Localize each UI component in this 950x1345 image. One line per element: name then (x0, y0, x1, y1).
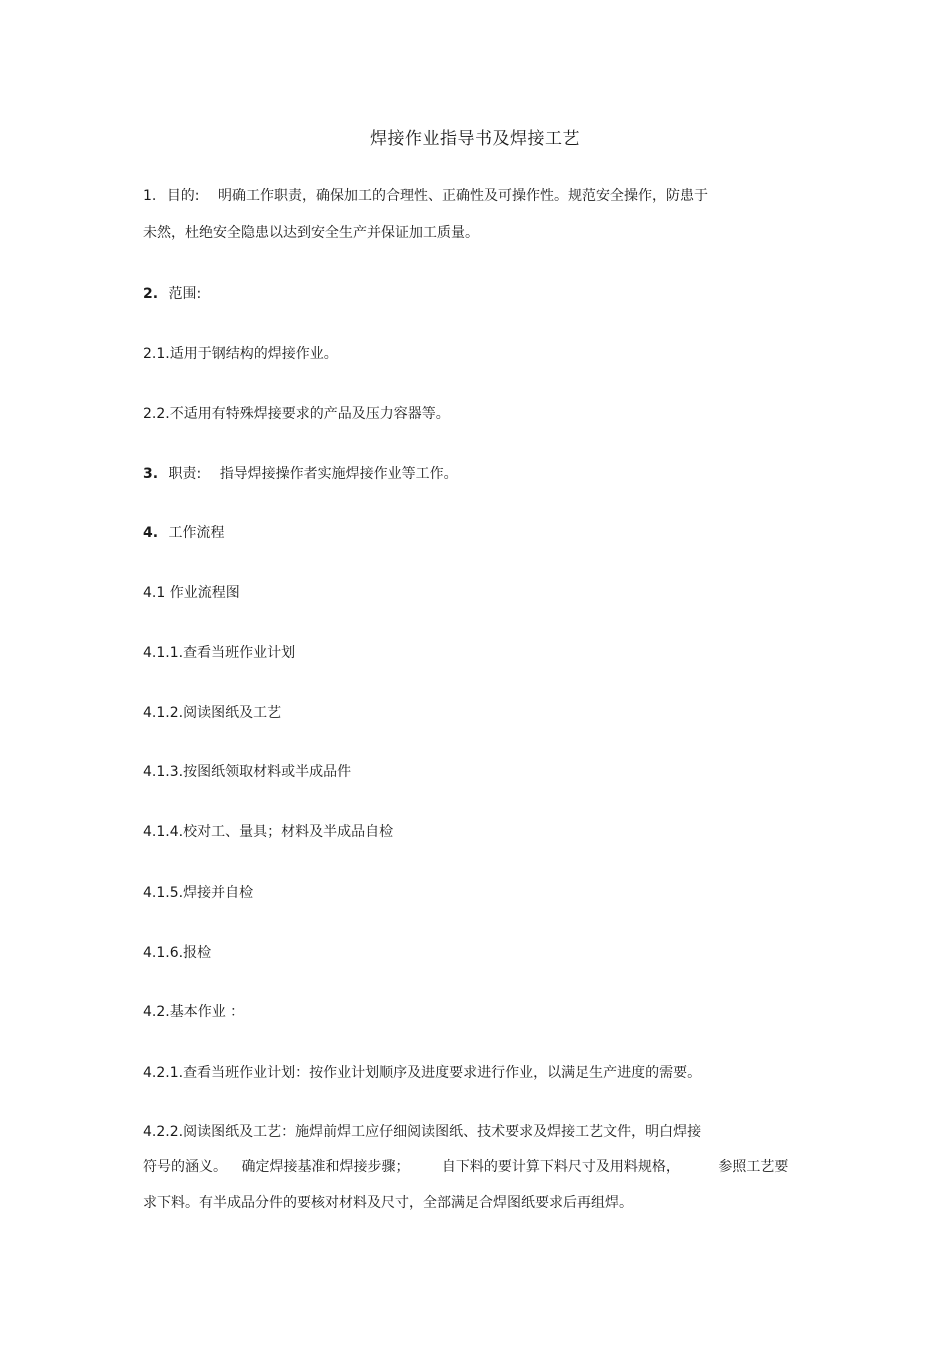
section-4-2-2-part-3: 自下料的要计算下料尺寸及用料规格， (441, 1159, 680, 1175)
section-1-text: 明确工作职责，确保加工的合理性、正确性及可操作性。规范安全操作，防患于 (217, 188, 708, 204)
section-4-1-2: 4.1.2.阅读图纸及工艺 (143, 705, 282, 721)
section-4-2-1: 4.2.1.查看当班作业计划：按作业计划顺序及进度要求进行作业，以满足生产进度的需要。 (143, 1065, 702, 1081)
section-4-heading (143, 523, 225, 543)
section-4-2-2-line-1: 4.2.2.阅读图纸及工艺：施焊前焊工应仔细阅读图纸、技术要求及焊接工艺文件，明白焊接 (143, 1124, 702, 1140)
section-1-number: 1. (143, 188, 157, 204)
section-4-1-1: 4.1.1.查看当班作业计划 (143, 645, 296, 661)
section-4-2-2-part-4: 参照工艺要 (718, 1159, 789, 1175)
section-1-line-1 (143, 186, 708, 206)
section-2-heading (143, 284, 201, 304)
section-3-text: 指导焊接操作者实施焊接作业等工作。 (219, 466, 458, 482)
section-3-label: 职责: (168, 466, 202, 482)
document-title: 焊接作业指导书及焊接工艺 (370, 129, 580, 149)
section-4-number: 4. (143, 525, 159, 541)
section-2-2: 2.2.不适用有特殊焊接要求的产品及压力容器等。 (143, 406, 450, 422)
section-4-1-6: 4.1.6.报检 (143, 945, 212, 961)
section-4-1-4: 4.1.4.校对工、量具；材料及半成品自检 (143, 824, 394, 840)
section-3-number: 3. (143, 466, 159, 482)
section-2-label: 范围: (168, 286, 202, 302)
section-4-2-2-part-2: 确定焊接基准和焊接步骤； (241, 1159, 410, 1175)
section-4-2-2-line-2 (143, 1157, 788, 1177)
section-1-line-2: 未然，杜绝安全隐患以达到安全生产并保证加工质量。 (143, 225, 479, 241)
section-4-2-2-part-1: 符号的涵义。 (143, 1159, 227, 1175)
section-1-label: 目的: (166, 188, 200, 204)
section-4-1-5: 4.1.5.焊接并自检 (143, 885, 254, 901)
section-4-label: 工作流程 (168, 525, 225, 541)
section-2-1: 2.1.适用于钢结构的焊接作业。 (143, 346, 338, 362)
section-4-1: 4.1 作业流程图 (143, 585, 240, 601)
section-2-number: 2. (143, 286, 159, 302)
section-4-1-3: 4.1.3.按图纸领取材料或半成品件 (143, 764, 352, 780)
section-3-line (143, 464, 458, 484)
section-4-2: 4.2.基本作业 ： (143, 1004, 245, 1020)
section-4-2-2-line-3: 求下料。有半成品分件的要核对材料及尺寸，全部满足合焊图纸要求后再组焊。 (143, 1195, 633, 1211)
